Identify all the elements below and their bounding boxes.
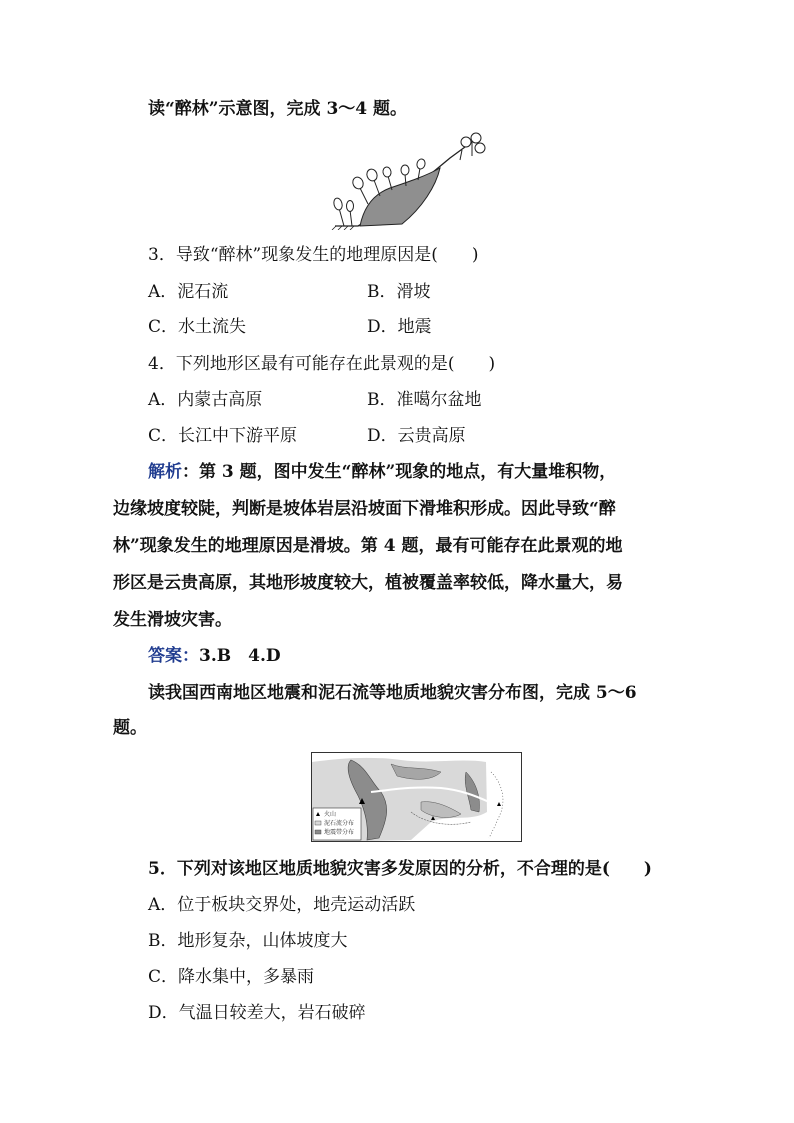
q4-option-c: C．长江中下游平原: [148, 426, 298, 446]
q5-option-a: A．位于板块交界处，地壳运动活跃: [148, 895, 416, 915]
q5-option-d: D．气温日较差大，岩石破碎: [148, 1003, 366, 1023]
legend-volcano: 火山: [324, 811, 337, 818]
q3-option-c: C．水土流失: [148, 317, 247, 337]
q4-option-a: A．内蒙古高原: [148, 390, 263, 410]
answer-line: [148, 645, 281, 667]
q4-stem: 4．下列地形区最有可能存在此景观的是( ): [148, 354, 496, 374]
southwest-hazard-map: [311, 752, 522, 842]
answer-value: 3.B 4.D: [199, 646, 281, 666]
analysis-label: 解析: [148, 462, 182, 482]
legend-seismic-belt: 地震带分布: [324, 829, 355, 836]
upright-trees: [460, 133, 485, 160]
answer-label: 答案：: [148, 646, 199, 666]
intro-text-2b: 题。: [113, 718, 147, 738]
q3-stem: 3．导致“醉林”现象发生的地理原因是( ): [148, 245, 479, 265]
drunken-forest-figure: [330, 128, 500, 230]
q3-option-d: D．地震: [367, 317, 432, 337]
q5-option-c: C．降水集中，多暴雨: [148, 967, 315, 987]
intro-text-1: 读“醉林”示意图，完成 3～4 题。: [148, 99, 408, 119]
analysis-line-1: [148, 461, 616, 483]
q5-option-b: B．地形复杂，山体坡度大: [148, 931, 348, 951]
analysis-line-5: 发生滑坡灾害。: [113, 610, 232, 630]
analysis-line-3: 林”现象发生的地理原因是滑坡。第 4 题，最有可能存在此景观的地: [113, 536, 623, 556]
intro-text-2a: 读我国西南地区地震和泥石流等地质地貌灾害分布图，完成 5～6: [148, 683, 637, 703]
analysis-text-1: ：第 3 题，图中发生“醉林”现象的地点，有大量堆积物，: [182, 462, 617, 482]
q3-option-b: B．滑坡: [367, 282, 431, 302]
legend-debris-flow: 泥石流分布: [324, 820, 355, 827]
analysis-line-4: 形区是云贵高原，其地形坡度较大，植被覆盖率较低，降水量大，易: [113, 573, 623, 593]
q4-option-b: B．准噶尔盆地: [367, 390, 482, 410]
analysis-line-2: 边缘坡度较陡，判断是坡体岩层沿坡面下滑堆积形成。因此导致“醉: [113, 499, 616, 519]
q3-option-a: A．泥石流: [148, 282, 229, 302]
q5-stem: 5．下列对该地区地质地貌灾害多发原因的分析，不合理的是( ): [148, 859, 652, 879]
q4-option-d: D．云贵高原: [367, 426, 466, 446]
